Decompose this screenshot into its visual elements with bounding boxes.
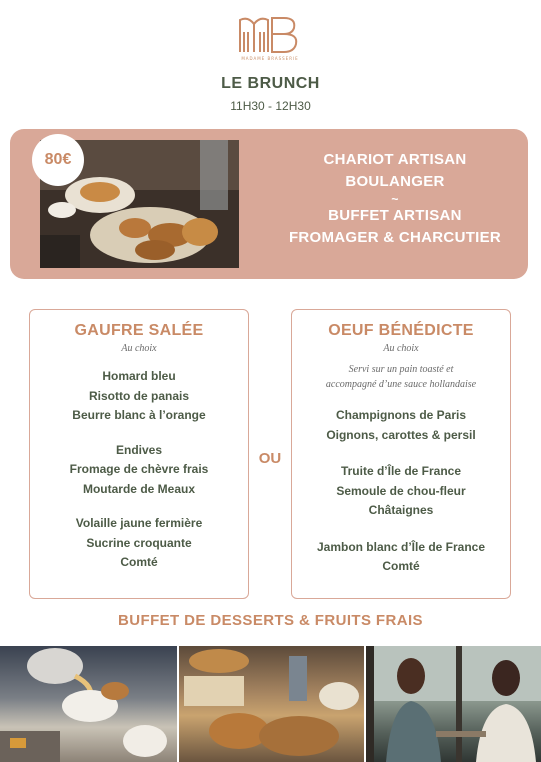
banner-text <box>275 149 515 249</box>
menu-line: Comté <box>120 555 158 569</box>
banner-line-2: BOULANGER <box>345 173 445 190</box>
pastry-buffet-photo <box>179 646 364 762</box>
menu-option <box>30 514 248 573</box>
description-line: accompagné d’une sauce hollandaise <box>325 379 477 390</box>
guests-photo <box>366 646 541 762</box>
croissants-image <box>179 646 364 762</box>
card-title: OEUF BÉNÉDICTE <box>328 322 474 339</box>
menu-line: Volaille jaune fermière <box>75 516 203 530</box>
desserts-heading: BUFFET DE DESSERTS & FRUITS FRAIS <box>118 612 423 629</box>
menu-option <box>292 406 510 445</box>
menu-line: Risotto de panais <box>88 388 189 403</box>
menu-line: Sucrine croquante <box>86 535 192 550</box>
people-brunch-image <box>366 646 541 762</box>
menu-line: Semoule de chou-fleur <box>336 483 466 498</box>
card-description <box>292 362 510 392</box>
price-badge: 80€ <box>32 134 84 186</box>
menu-line: Comté <box>382 559 420 573</box>
menu-option <box>30 367 248 426</box>
banner-line-4: FROMAGER & CHARCUTIER <box>288 229 502 246</box>
oeuf-benedicte-card <box>291 309 511 599</box>
menu-line: Endives <box>115 442 163 457</box>
card-title: GAUFRE SALÉE <box>74 322 204 339</box>
menu-line: Oignons, carottes & persil <box>326 427 476 442</box>
menu-line: Châtaignes <box>368 503 434 517</box>
teapot-image <box>0 646 177 762</box>
menu-option <box>292 462 510 521</box>
menu-line: Champignons de Paris <box>335 408 467 422</box>
menu-line: Jambon blanc d’Île de France <box>316 539 486 554</box>
description-line: Servi sur un pain toasté et <box>348 364 454 375</box>
logo-subtitle: MADAME BRASSERIE <box>241 56 299 61</box>
menu-line: Beurre blanc à l’orange <box>72 408 206 422</box>
mb-logo-icon <box>238 14 302 54</box>
card-subtitle: Au choix <box>121 343 157 354</box>
or-separator: OU <box>258 450 282 467</box>
brand-logo <box>232 14 308 70</box>
gaufre-salee-card <box>29 309 249 599</box>
page-title: LE BRUNCH <box>221 75 320 92</box>
menu-option <box>292 538 510 577</box>
menu-line: Homard bleu <box>102 369 176 383</box>
banner-line-1: CHARIOT ARTISAN <box>323 151 467 168</box>
photo-strip <box>0 646 541 762</box>
menu-line: Truite d’Île de France <box>340 464 462 478</box>
service-hours: 11H30 - 12H30 <box>230 99 311 113</box>
banner-line-3: BUFFET ARTISAN <box>328 207 462 224</box>
menu-line: Moutarde de Meaux <box>82 481 196 496</box>
offer-banner <box>10 129 528 279</box>
menu-line: Fromage de chèvre frais <box>69 462 209 476</box>
menu-option <box>30 441 248 500</box>
banner-separator: ~ <box>391 192 399 206</box>
card-subtitle: Au choix <box>383 343 419 354</box>
tea-service-photo <box>0 646 177 762</box>
